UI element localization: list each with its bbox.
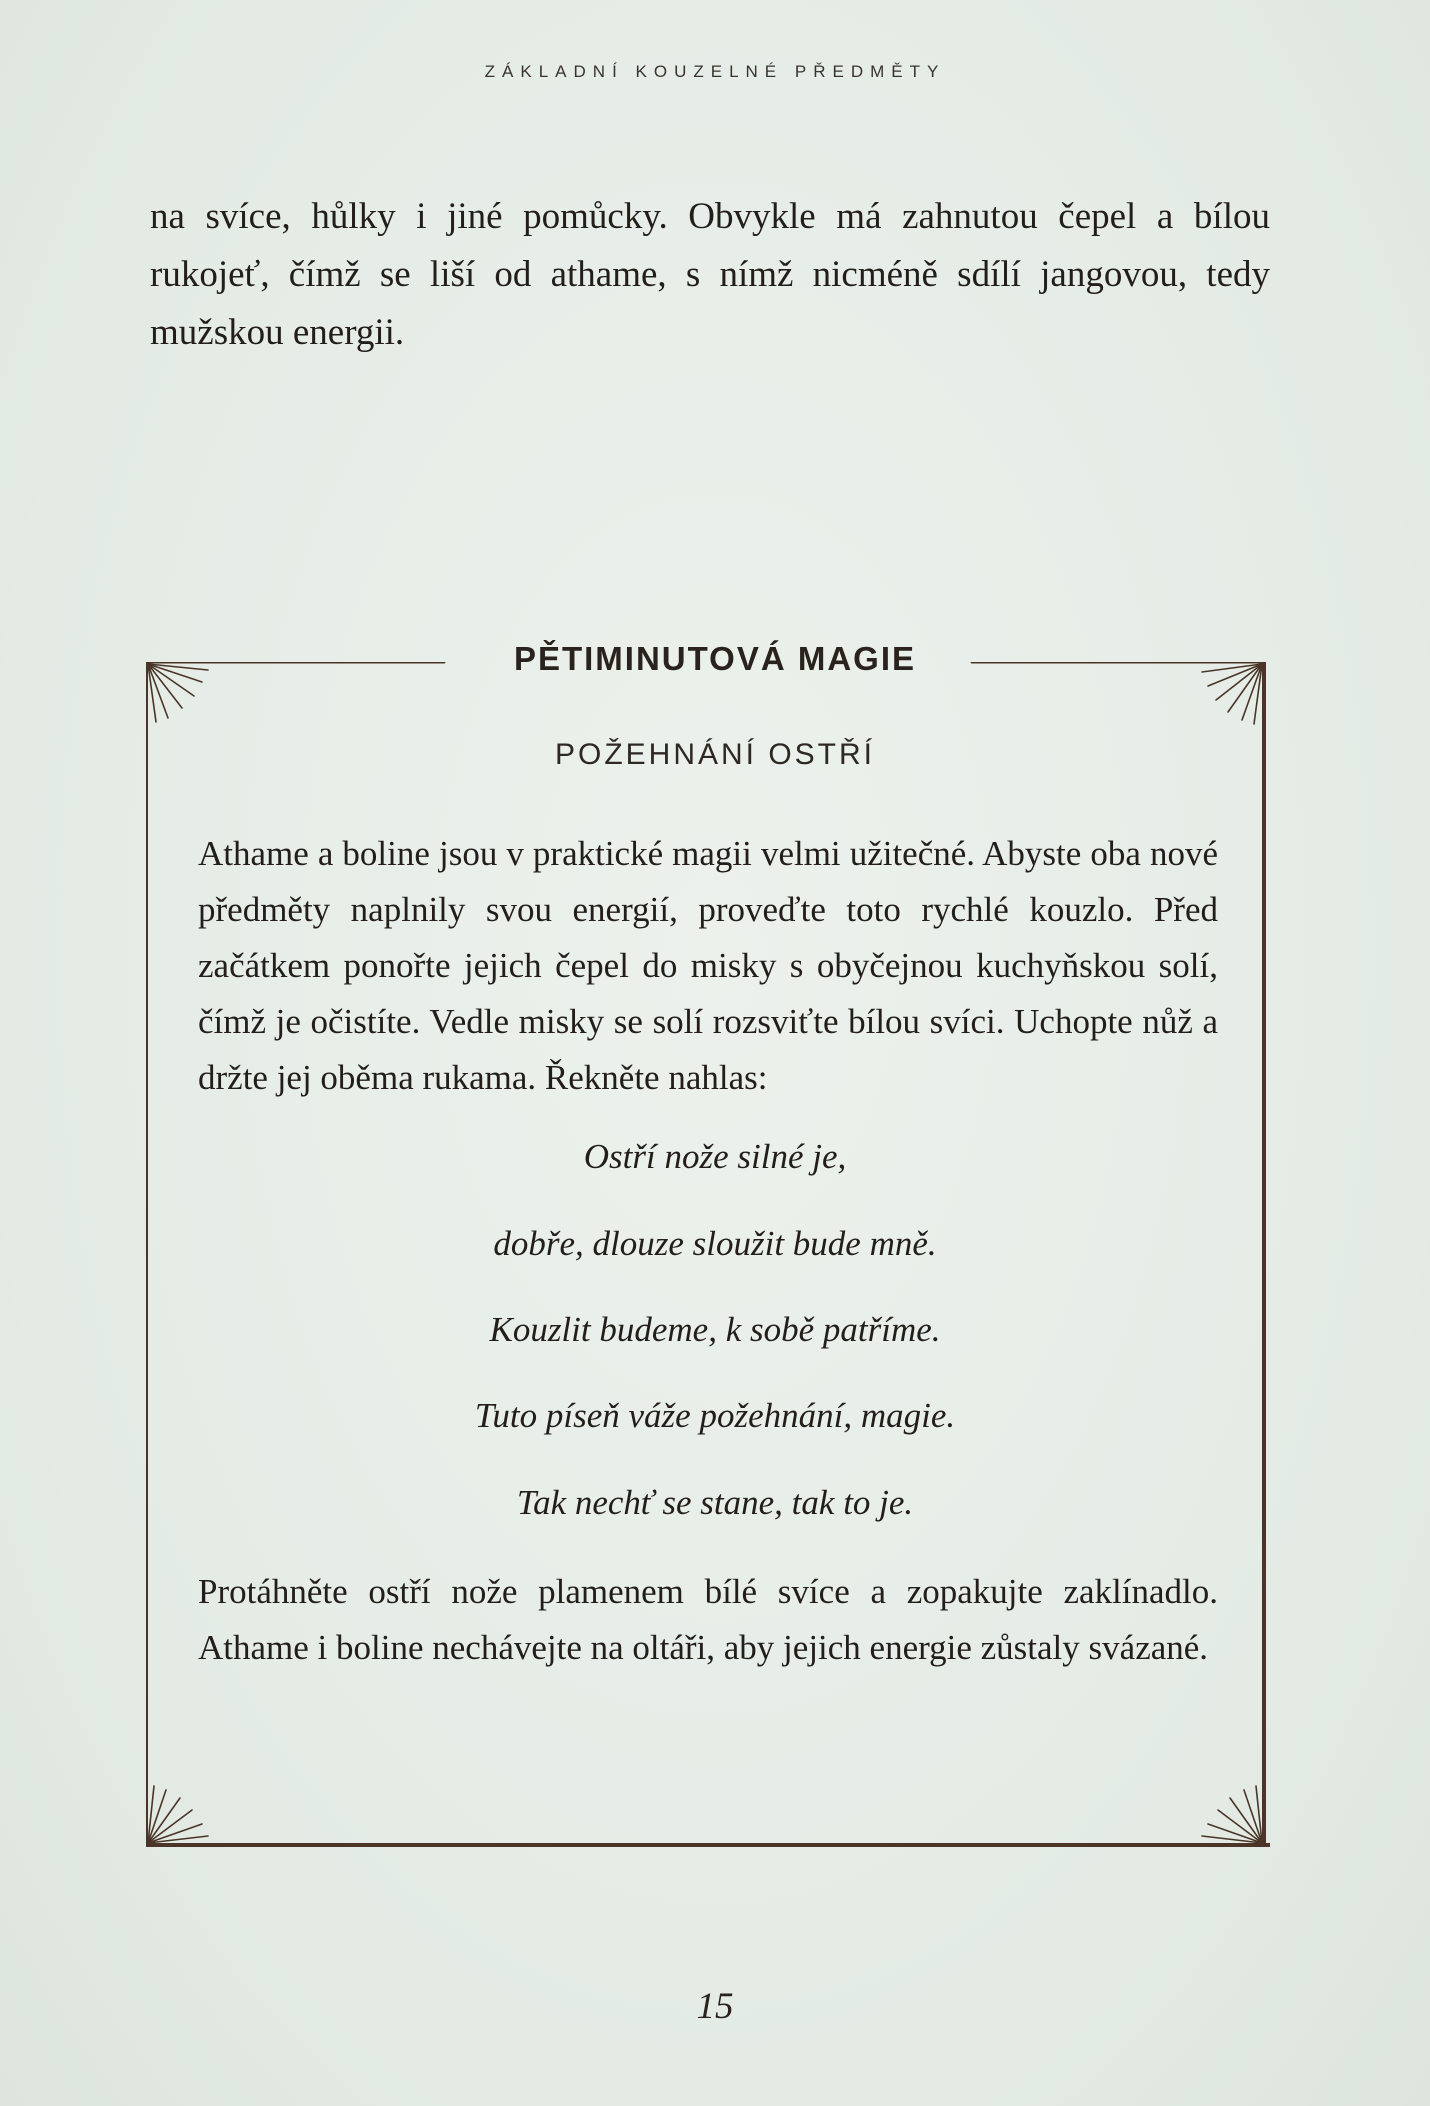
box-title-text: PĚTIMINUTOVÁ MAGIE [513,640,917,677]
spell-line: Ostří nože silné je, [583,1137,847,1176]
box-subtitle: POŽEHNÁNÍ OSTŘÍ [554,738,876,771]
spell-line: dobře, dlouze sloužit bude mně. [493,1224,937,1263]
page-number: 15 [696,1986,734,2027]
running-head: ZÁKLADNÍ KOUZELNÉ PŘEDMĚTY [484,62,946,81]
spell-line: Kouzlit budeme, k sobě patříme. [489,1310,941,1349]
box-paragraph-closing: Protáhněte ostří nože plamenem bílé svíce a zopakujte zaklínadlo. Athame i boline nechávejte na oltáři, aby jejich energie zůstaly svázané. [198,1572,1218,1667]
intro-paragraph: na svíce, hůlky i jiné pomůcky. Obvykle má zahnutou čepel a bílou rukojeť, čímž se liší od athame, s nímž nicméně sdílí jangovou, tedy mužskou energii. [150,196,1270,353]
spell-line: Tak nechť se stane, tak to je. [516,1483,914,1522]
box-title [0,640,1430,678]
box-paragraph-instructions: Athame a boline jsou v praktické magii velmi užitečné. Abyste oba nové předměty naplnily svou energií, proveďte toto rychlé kouzlo. Před začátkem ponořte jejich čepel do misky s obyčejnou kuchyňskou solí, čímž je očistíte. Vedle misky se solí rozsviťte bílou svíci. Uchopte nůž a držte jej oběma rukama. Řekněte nahlas: [198,834,1218,1097]
spell-line: Tuto píseň váže požehnání, magie. [474,1396,956,1435]
